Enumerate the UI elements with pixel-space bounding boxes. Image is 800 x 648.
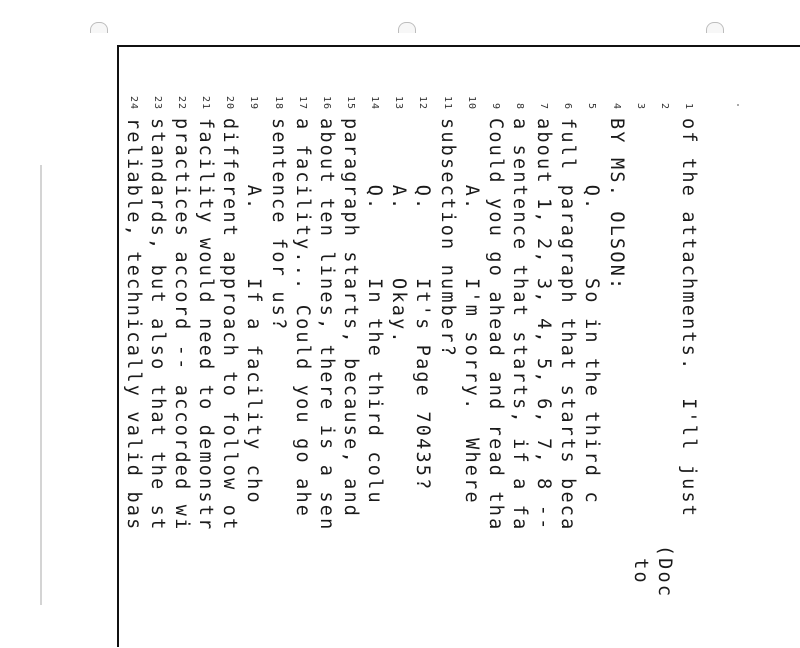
- transcript-line: [603, 88, 627, 648]
- line-number: 7: [538, 102, 550, 110]
- line-text: Q. In the third colu: [364, 118, 386, 505]
- transcript-line: [314, 88, 338, 648]
- punch-hole-middle: [398, 22, 416, 33]
- transcript-line: [217, 88, 241, 648]
- transcript-line: [507, 88, 531, 648]
- line-number: 19: [248, 95, 260, 110]
- transcript-line: [241, 88, 265, 648]
- line-text: Q. So in the third c: [581, 118, 603, 505]
- line-number: 1: [683, 102, 694, 110]
- line-number: 18: [272, 95, 284, 110]
- line-text: standards, but also that the st: [146, 118, 168, 532]
- transcript-line: [145, 88, 169, 648]
- line-text: of the attachments. I'll just: [678, 118, 699, 519]
- line-number: 20: [224, 95, 236, 110]
- line-number: 14: [369, 95, 381, 110]
- line-text: Could you go ahead and read tha: [484, 118, 506, 532]
- transcript-line: [676, 88, 700, 648]
- line-text: BY MS. OLSON:: [605, 118, 627, 292]
- line-text: paragraph starts, because, and: [340, 118, 362, 519]
- line-text: a sentence that starts, if a fa: [509, 118, 531, 532]
- transcript-line: [579, 88, 603, 648]
- line-number: 15: [345, 95, 357, 110]
- transcript-line: [652, 88, 676, 648]
- line-number: 6: [562, 102, 574, 110]
- line-text: A. Okay.: [388, 118, 410, 345]
- transcript-line: [459, 88, 483, 648]
- transcript-line: [410, 88, 434, 648]
- line-number: 2: [658, 102, 670, 110]
- transcript-line: [362, 88, 386, 648]
- transcript-line: [338, 88, 362, 648]
- scan-edge-line: [40, 165, 42, 605]
- line-text: a facility... Could you go ahe: [291, 118, 313, 519]
- line-text: A. If a facility cho: [243, 118, 265, 505]
- line-number: 5: [586, 102, 598, 110]
- transcript-text-block: [121, 88, 700, 648]
- transcript-line: [434, 88, 458, 648]
- transcript-line: [531, 88, 555, 648]
- line-number: 11: [441, 95, 453, 110]
- line-text: facility would need to demonstr: [195, 118, 217, 532]
- line-text: (Doc: [653, 118, 675, 599]
- line-number: 4: [610, 102, 622, 110]
- line-text: full paragraph that starts beca: [557, 118, 579, 532]
- line-number: 12: [417, 95, 429, 110]
- transcript-line: [290, 88, 314, 648]
- line-text: Q. It's Page 70435?: [412, 118, 434, 492]
- transcript-line: [169, 88, 193, 648]
- line-number: 3: [634, 102, 646, 110]
- line-number: 24: [127, 95, 139, 110]
- line-text: about ten lines, there is a sen: [315, 118, 337, 532]
- line-text: reliable, technically valid bas: [122, 118, 144, 532]
- line-number: 23: [151, 95, 163, 110]
- line-number: 10: [465, 95, 477, 110]
- line-number: 9: [489, 102, 501, 110]
- transcript-line: [265, 88, 289, 648]
- transcript-line: [483, 88, 507, 648]
- line-number: 13: [393, 95, 405, 110]
- line-text: sentence for us?: [267, 118, 289, 332]
- punch-hole-right: [706, 22, 724, 33]
- transcript-line: [628, 88, 652, 648]
- line-text: subsection number?: [436, 118, 458, 359]
- line-number: 16: [320, 95, 332, 110]
- transcript-line: [121, 88, 145, 648]
- line-text: different approach to follow ot: [219, 118, 241, 532]
- line-number: 21: [200, 95, 212, 110]
- line-number: 17: [296, 95, 308, 110]
- punch-hole-left: [90, 22, 108, 33]
- line-text: to: [629, 118, 651, 585]
- line-text: about 1, 2, 3, 4, 5, 6, 7, 8 --: [533, 118, 555, 532]
- transcript-line: [193, 88, 217, 648]
- line-text: practices accord -- accorded wi: [171, 118, 193, 532]
- transcript-line: [555, 88, 579, 648]
- line-number: 8: [514, 102, 526, 110]
- line-number: 22: [176, 95, 188, 110]
- line-text: A. I'm sorry. Where: [460, 118, 482, 505]
- transcript-line: [386, 88, 410, 648]
